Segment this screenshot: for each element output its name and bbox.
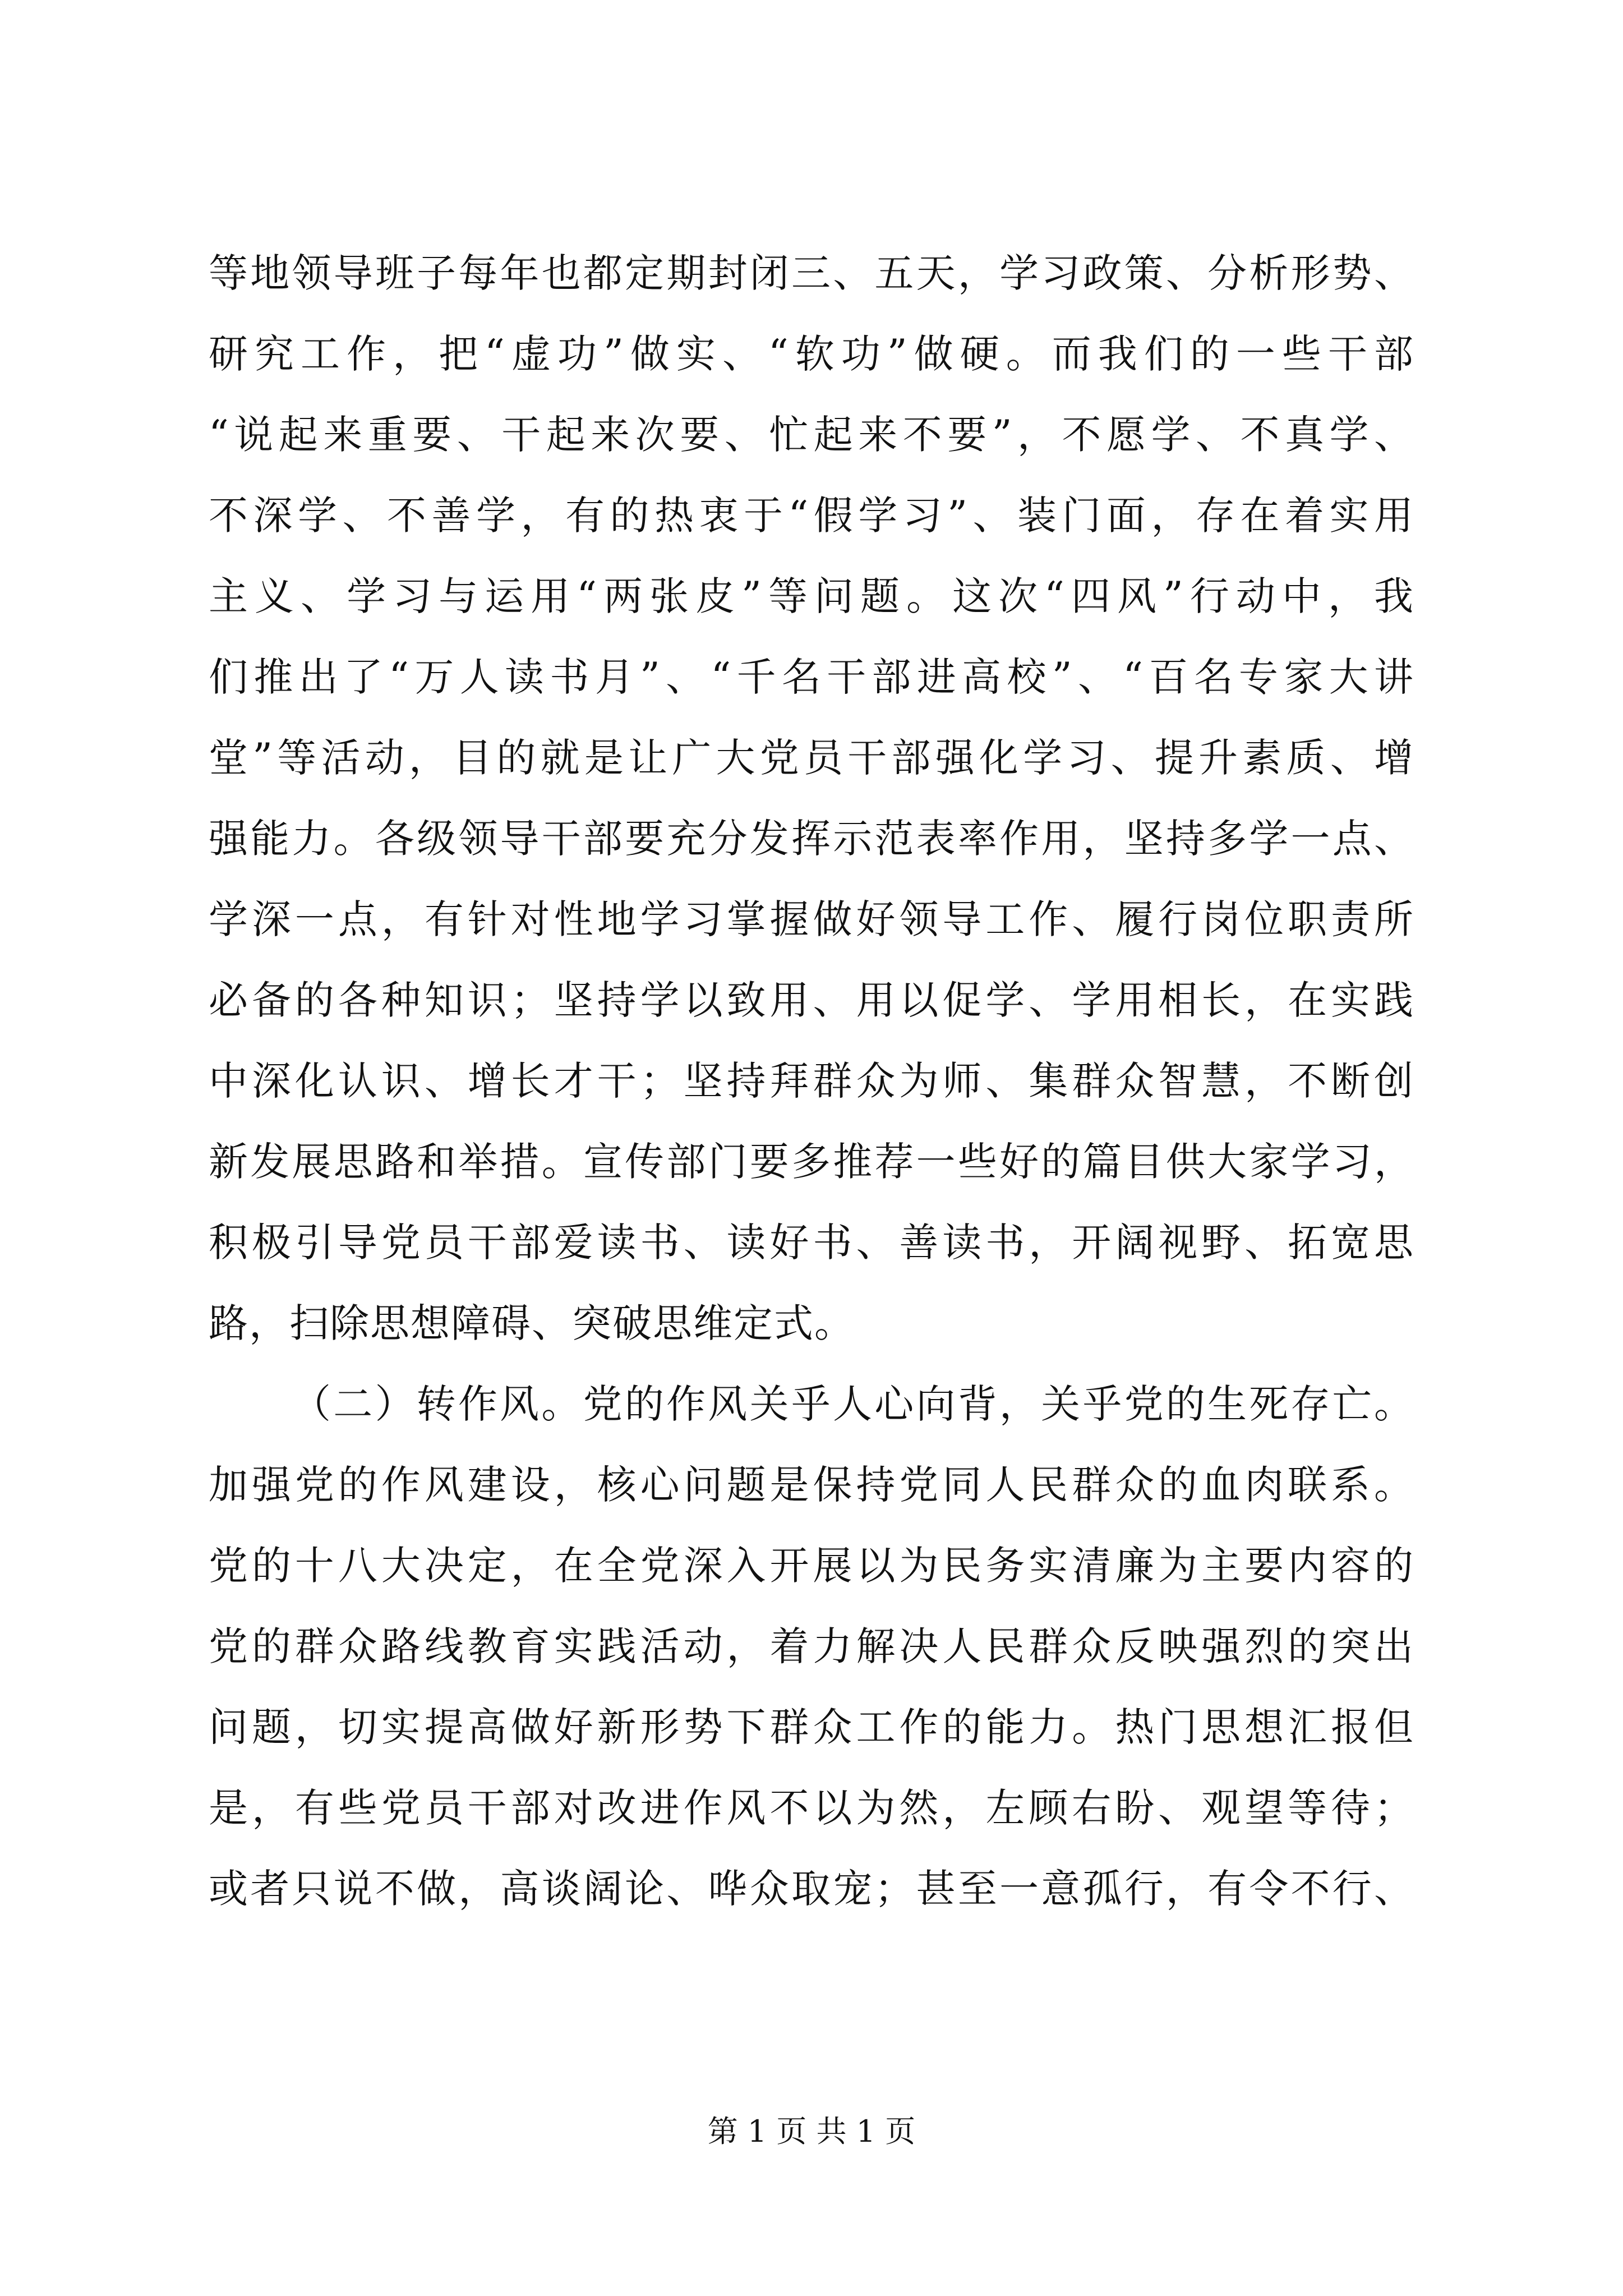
text-line: 党的群众路线教育实践活动，着力解决人民群众反映强烈的突出	[209, 1623, 1414, 1669]
text-line: 主义、学习与运用“两张皮”等问题。这次“四风”行动中，我	[209, 573, 1414, 619]
text-line: 中深化认识、增长才干；坚持拜群众为师、集群众智慧，不断创	[209, 1058, 1414, 1104]
document-body	[209, 233, 1414, 1929]
text-line: 新发展思路和举措。宣传部门要多推荐一些好的篇目供大家学习，	[209, 1139, 1414, 1185]
text-line: 加强党的作风建设，核心问题是保持党同人民群众的血肉联系。	[209, 1462, 1414, 1508]
text-line: “说起来重要、干起来次要、忙起来不要”，不愿学、不真学、	[209, 412, 1414, 458]
text-line: 路，扫除思想障碍、突破思维定式。	[209, 1300, 855, 1346]
text-line: 研究工作，把“虚功”做实、“软功”做硬。而我们的一些干部	[209, 331, 1414, 377]
text-line: 不深学、不善学，有的热衷于“假学习”、装门面，存在着实用	[209, 493, 1414, 539]
text-line: 问题，切实提高做好新形势下群众工作的能力。热门思想汇报但	[209, 1704, 1414, 1750]
text-line: 们推出了“万人读书月”、“千名干部进高校”、“百名专家大讲	[209, 654, 1414, 700]
text-line: 或者只说不做，高谈阔论、哗众取宠；甚至一意孤行，有令不行、	[209, 1866, 1414, 1912]
text-line: 必备的各种知识；坚持学以致用、用以促学、学用相长，在实践	[209, 977, 1414, 1023]
page-footer	[0, 2109, 1623, 2154]
section-heading-line: （二）转作风。党的作风关乎人心向背，关乎党的生死存亡。	[292, 1381, 1414, 1427]
text-line: 堂”等活动，目的就是让广大党员干部强化学习、提升素质、增	[209, 735, 1414, 781]
text-line: 等地领导班子每年也都定期封闭三、五天，学习政策、分析形势、	[209, 250, 1414, 296]
page-number-label: 第 1 页 共 1 页	[707, 2114, 916, 2149]
text-line: 强能力。各级领导干部要充分发挥示范表率作用，坚持多学一点、	[209, 816, 1414, 862]
text-line: 积极引导党员干部爱读书、读好书、善读书，开阔视野、拓宽思	[209, 1220, 1414, 1266]
text-line: 学深一点，有针对性地学习掌握做好领导工作、履行岗位职责所	[209, 896, 1414, 942]
text-line: 党的十八大决定，在全党深入开展以为民务实清廉为主要内容的	[209, 1543, 1414, 1589]
text-line: 是，有些党员干部对改进作风不以为然，左顾右盼、观望等待；	[209, 1785, 1414, 1831]
